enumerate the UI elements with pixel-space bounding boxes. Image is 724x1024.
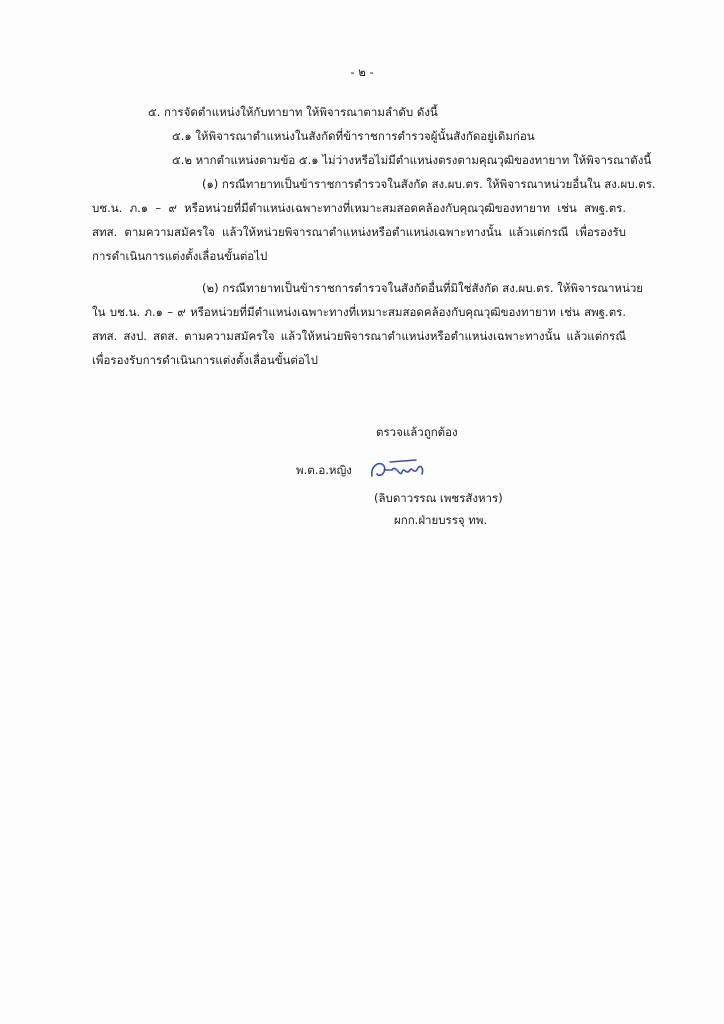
item5-2-text: ๕.๒ หากตำแหน่งตามข้อ ๕.๑ ไม่ว่างหรือไม่มีตำแหน่งตรงตามคุณวุฒิของทายาท ให้พิจารณาดังนี้ (172, 153, 652, 167)
case2-line-1: (๒) กรณีทายาทเป็นข้าราชการตำรวจในสังกัดอื่นที่มิใช่สังกัด สง.ผบ.ตร. ให้พิจารณาหน่วย (202, 281, 644, 295)
verified-text: ตรวจแล้วถูกต้อง (376, 425, 458, 439)
signer-name: (ลิบดาวรรณ เพชรสังหาร) (374, 491, 503, 505)
page-number: - ๒ - (350, 65, 374, 79)
signature-image (366, 454, 430, 484)
signer-position: ผกก.ฝ่ายบรรจุ ทพ. (394, 513, 488, 527)
case2-line-3: สทส. สงป. สดส. ตามความสมัครใจ แล้วให้หน่วยพิจารณาตำแหน่งหรือตำแหน่งเฉพาะทางนั้น แล้วแต่กรณี (92, 329, 626, 343)
case2-line-4: เพื่อรองรับการดำเนินการแต่งตั้งเลื่อนขั้นต่อไป (92, 353, 318, 367)
case2-line-2: ใน บช.น. ภ.๑ – ๙ หรือหน่วยที่มีตำแหน่งเฉพาะทางที่เหมาะสมสอดคล้องกับคุณวุฒิของทายาท เช่น สพฐ.ตร. (92, 305, 626, 319)
case1-line-1: (๑) กรณีทายาทเป็นข้าราชการตำรวจในสังกัด สง.ผบ.ตร. ให้พิจารณาหน่วยอื่นใน สง.ผบ.ตร. (202, 177, 656, 191)
case1-line-4: การดำเนินการแต่งตั้งเลื่อนขั้นต่อไป (92, 249, 268, 263)
item5-heading: ๕. การจัดตำแหน่งให้กับทายาท ให้พิจารณาตามลำดับ ดังนี้ (148, 105, 438, 119)
rank-label: พ.ต.อ.หญิง (296, 463, 352, 477)
case1-line-2: บช.น. ภ.๑ – ๙ หรือหน่วยที่มีตำแหน่งเฉพาะทางที่เหมาะสมสอดคล้องกับคุณวุฒิของทายาท เช่น สพฐ.ตร. (92, 201, 626, 215)
case1-line-3: สทส. ตามความสมัครใจ แล้วให้หน่วยพิจารณาตำแหน่งหรือตำแหน่งเฉพาะทางนั้น แล้วแต่กรณี เพื่อรองรับ (92, 225, 626, 239)
item5-1-text: ๕.๑ ให้พิจารณาตำแหน่งในสังกัดที่ข้าราชการตำรวจผู้นั้นสังกัดอยู่เดิมก่อน (172, 129, 535, 143)
